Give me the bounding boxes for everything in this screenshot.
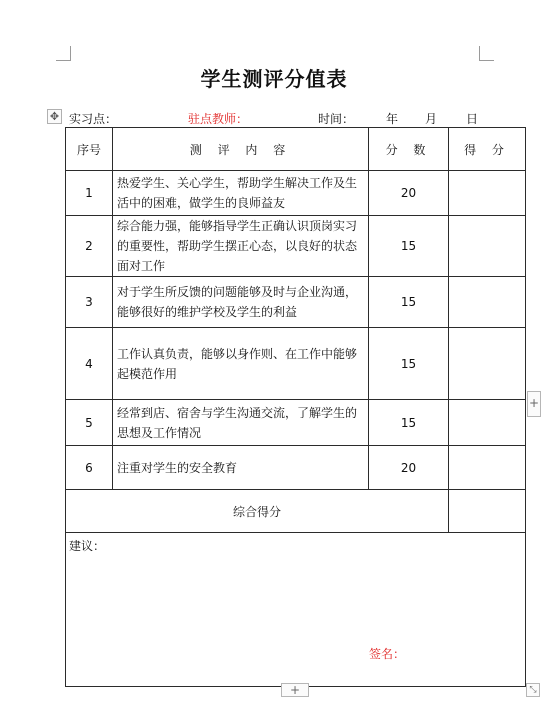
row-score: 20 — [369, 171, 449, 216]
total-row — [66, 490, 526, 533]
total-label: 综合得分 — [66, 490, 449, 533]
total-value-cell[interactable] — [449, 490, 526, 533]
year-label: 年 — [386, 112, 399, 126]
document-title: 学生测评分值表 — [200, 67, 348, 91]
row-no: 1 — [66, 171, 113, 216]
table-resize-handle[interactable] — [526, 683, 540, 697]
move-arrows-icon: ✥ — [49, 110, 60, 123]
row-earned-cell[interactable] — [449, 446, 526, 490]
day-label: 日 — [466, 112, 479, 126]
row-earned-cell[interactable] — [449, 328, 526, 400]
row-content: 工作认真负责，能够以身作则、在工作中能够起模范作用 — [113, 328, 369, 400]
row-earned-cell[interactable] — [449, 216, 526, 277]
row-score: 15 — [369, 328, 449, 400]
row-content: 热爱学生、关心学生，帮助学生解决工作及生活中的困难，做学生的良师益友 — [113, 171, 369, 216]
add-column-button[interactable] — [527, 391, 541, 417]
header-no: 序号 — [66, 128, 113, 171]
row-content: 对于学生所反馈的问题能够及时与企业沟通，能够很好的维护学校及学生的利益 — [113, 277, 369, 328]
row-no: 5 — [66, 400, 113, 446]
row-earned-cell[interactable] — [449, 400, 526, 446]
header-score: 分 数 — [369, 128, 449, 171]
table-row — [66, 446, 526, 490]
signature-label: 签名： — [369, 647, 406, 661]
row-no: 3 — [66, 277, 113, 328]
row-no: 4 — [66, 328, 113, 400]
month-label: 月 — [425, 112, 438, 126]
row-score: 15 — [369, 277, 449, 328]
site-label: 实习点： — [69, 112, 118, 126]
row-content: 综合能力强，能够指导学生正确认识顶岗实习的重要性，帮助学生摆正心态，以良好的状态面对工作 — [113, 216, 369, 277]
row-no: 2 — [66, 216, 113, 277]
suggestion-cell[interactable] — [66, 533, 526, 687]
row-earned-cell[interactable] — [449, 277, 526, 328]
header-content: 测 评 内 容 — [113, 128, 369, 171]
row-score: 15 — [369, 216, 449, 277]
table-row — [66, 277, 526, 328]
table-header-row — [66, 128, 526, 171]
resize-diagonal-icon: ⤡ — [529, 685, 537, 695]
table-row — [66, 171, 526, 216]
suggestion-row — [66, 533, 526, 687]
header-earned: 得 分 — [449, 128, 526, 171]
teacher-label: 驻点教师： — [188, 112, 249, 126]
row-content: 经常到店、宿舍与学生沟通交流，了解学生的思想及工作情况 — [113, 400, 369, 446]
plus-icon: + — [528, 396, 540, 410]
table-row — [66, 328, 526, 400]
row-content: 注重对学生的安全教育 — [113, 446, 369, 490]
time-label: 时间： — [318, 112, 355, 126]
row-earned-cell[interactable] — [449, 171, 526, 216]
plus-icon: + — [289, 683, 301, 697]
row-no: 6 — [66, 446, 113, 490]
table-move-handle[interactable] — [47, 109, 62, 124]
crop-mark-top-right — [479, 46, 494, 61]
evaluation-table — [65, 127, 526, 687]
suggestion-label: 建议： — [69, 539, 106, 553]
table-row — [66, 216, 526, 277]
row-score: 20 — [369, 446, 449, 490]
add-row-button[interactable] — [281, 683, 309, 697]
row-score: 15 — [369, 400, 449, 446]
table-row — [66, 400, 526, 446]
crop-mark-top-left — [56, 46, 71, 61]
